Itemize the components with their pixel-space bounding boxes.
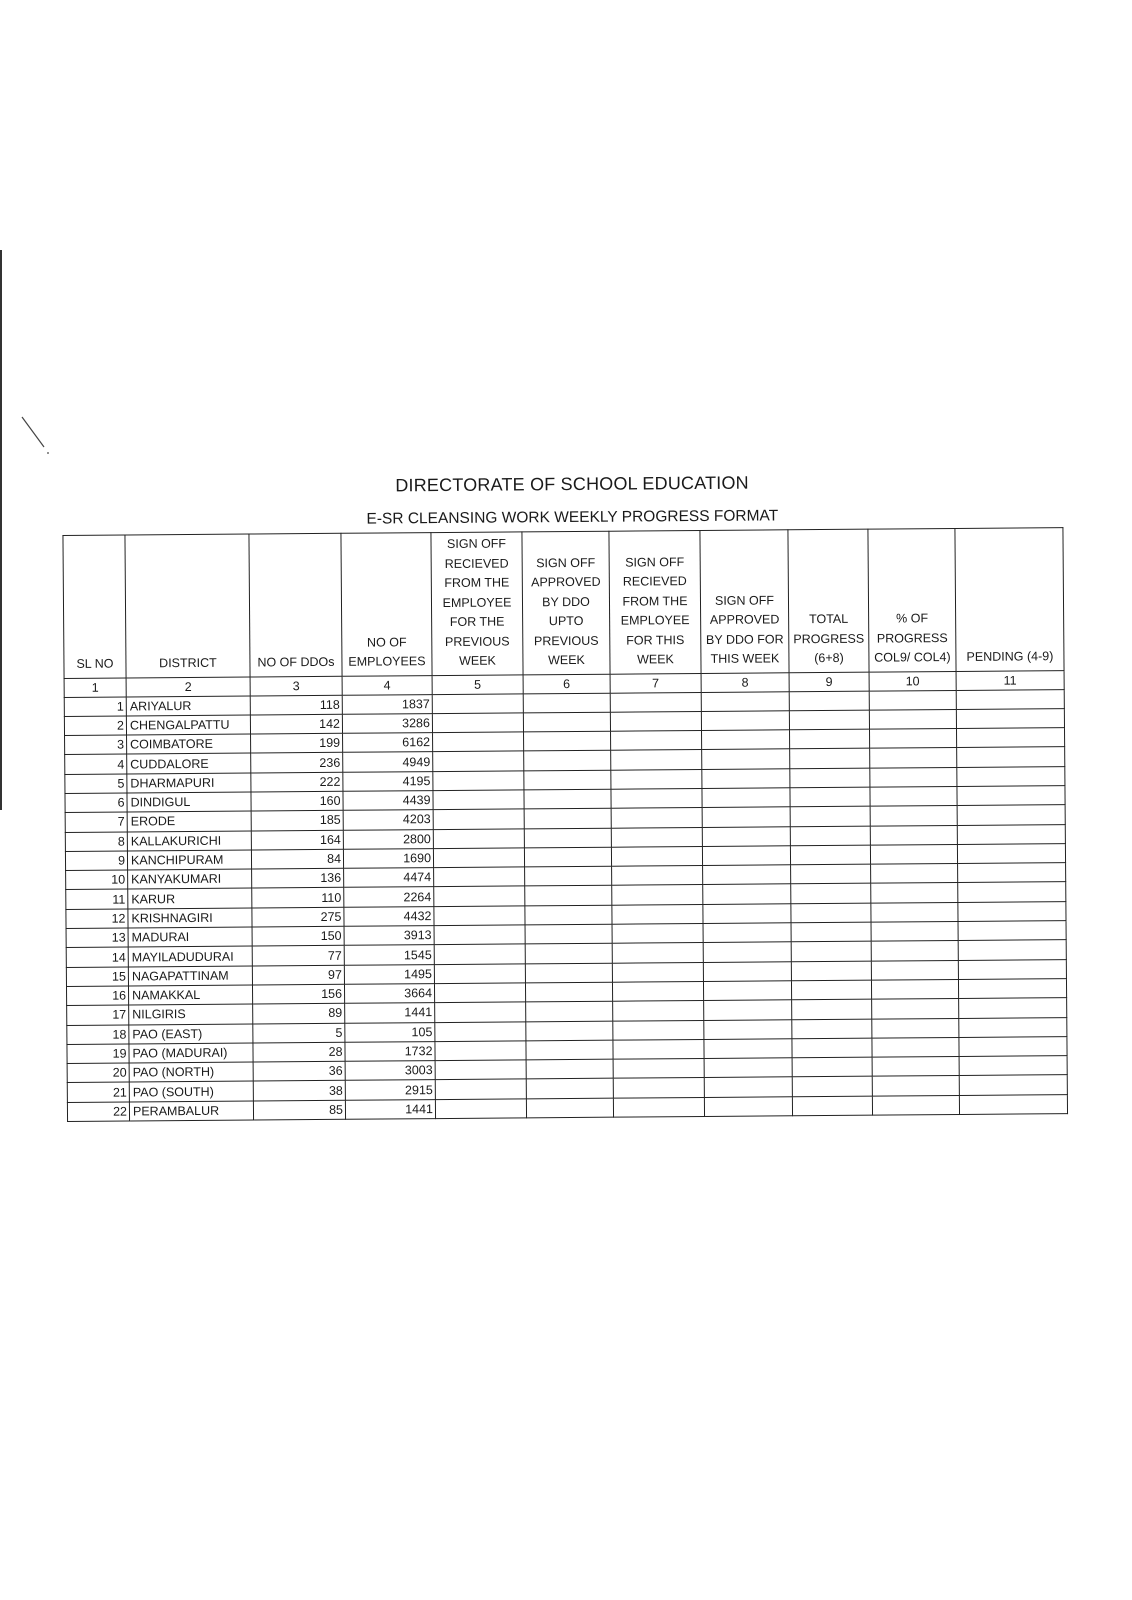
empty-cell xyxy=(957,844,1065,864)
empty-cell xyxy=(959,998,1067,1018)
empty-cell xyxy=(434,886,525,906)
empty-cell xyxy=(433,732,524,752)
empty-cell xyxy=(702,826,790,846)
column-number: 2 xyxy=(126,677,250,697)
progress-table xyxy=(62,527,1068,1122)
sl-cell: 11 xyxy=(66,889,128,909)
empty-cell xyxy=(612,981,703,1001)
empty-cell xyxy=(958,863,1066,883)
sl-cell: 20 xyxy=(67,1063,129,1083)
empty-cell xyxy=(872,1057,959,1077)
column-number: 1 xyxy=(64,678,126,697)
district-cell: DHARMAPURI xyxy=(127,773,251,793)
table-header-row xyxy=(63,528,1064,678)
empty-cell xyxy=(871,922,958,942)
empty-cell xyxy=(613,1039,704,1059)
sl-cell: 14 xyxy=(66,947,128,967)
column-number: 7 xyxy=(610,673,701,693)
empty-cell xyxy=(872,1076,959,1096)
column-number: 10 xyxy=(869,671,956,691)
district-cell: PAO (MADURAI) xyxy=(129,1043,253,1063)
sl-cell: 1 xyxy=(64,697,126,717)
empty-cell xyxy=(791,903,871,923)
empty-cell xyxy=(435,1079,526,1099)
empty-cell xyxy=(959,1036,1067,1056)
empty-cell xyxy=(612,866,703,886)
empty-cell xyxy=(872,1018,959,1038)
empty-cell xyxy=(792,999,872,1019)
sl-cell: 6 xyxy=(65,793,127,813)
empty-cell xyxy=(432,693,523,713)
empty-cell xyxy=(612,885,703,905)
empty-cell xyxy=(703,961,791,981)
empty-cell xyxy=(703,884,791,904)
document-page xyxy=(62,470,1075,1122)
empty-cell xyxy=(612,962,703,982)
district-cell: KALLAKURICHI xyxy=(127,831,251,851)
empty-cell xyxy=(790,787,870,807)
empty-cell xyxy=(526,1040,613,1060)
empty-cell xyxy=(704,1000,792,1020)
district-cell: CHENGALPATTU xyxy=(126,715,250,735)
empty-cell xyxy=(434,964,525,984)
ddos-cell: 150 xyxy=(252,926,344,946)
empty-cell xyxy=(523,712,610,732)
pen-stroke-mark xyxy=(20,415,54,457)
district-cell: MAYILADUDURAI xyxy=(128,946,252,966)
column-header: SIGN OFF RECIEVED FROM THE EMPLOYEE FOR THE PREVIOUS WEEK xyxy=(431,532,523,675)
empty-cell xyxy=(958,882,1066,902)
empty-cell xyxy=(433,848,524,868)
column-header: TOTAL PROGRESS (6+8) xyxy=(788,529,869,672)
empty-cell xyxy=(791,961,871,981)
empty-cell xyxy=(702,768,790,788)
district-cell: PAO (NORTH) xyxy=(129,1062,253,1082)
empty-cell xyxy=(704,1058,792,1078)
column-number: 9 xyxy=(789,672,869,692)
sl-cell: 17 xyxy=(67,1005,129,1025)
column-number: 4 xyxy=(342,675,432,695)
empty-cell xyxy=(958,959,1066,979)
empty-cell xyxy=(613,1020,704,1040)
ddos-cell: 89 xyxy=(253,1004,345,1024)
column-number: 6 xyxy=(523,674,610,694)
empty-cell xyxy=(525,982,612,1002)
column-header: % OF PROGRESS COL9/ COL4) xyxy=(868,528,956,671)
empty-cell xyxy=(525,963,612,983)
empty-cell xyxy=(790,806,870,826)
employees-cell: 1732 xyxy=(345,1041,435,1061)
district-cell: NILGIRIS xyxy=(129,1004,253,1024)
empty-cell xyxy=(525,886,612,906)
empty-cell xyxy=(702,846,790,866)
column-number: 11 xyxy=(956,670,1064,690)
empty-cell xyxy=(612,924,703,944)
empty-cell xyxy=(871,941,958,961)
district-cell: DINDIGUL xyxy=(127,792,251,812)
empty-cell xyxy=(433,809,524,829)
empty-cell xyxy=(792,1057,872,1077)
empty-cell xyxy=(435,1099,526,1119)
empty-cell xyxy=(523,693,610,713)
column-header: SIGN OFF RECIEVED FROM THE EMPLOYEE FOR THIS WEEK xyxy=(609,530,701,673)
employees-cell: 3003 xyxy=(345,1061,435,1081)
empty-cell xyxy=(526,1098,613,1118)
district-cell: NAMAKKAL xyxy=(128,985,252,1005)
empty-cell xyxy=(956,689,1064,709)
empty-cell xyxy=(524,789,611,809)
empty-cell xyxy=(524,751,611,771)
empty-cell xyxy=(959,1094,1067,1114)
empty-cell xyxy=(701,691,789,711)
employees-cell: 2915 xyxy=(345,1080,435,1100)
empty-cell xyxy=(870,825,957,845)
empty-cell xyxy=(613,1097,704,1117)
sl-cell: 8 xyxy=(65,832,127,852)
sl-cell: 5 xyxy=(65,774,127,794)
empty-cell xyxy=(526,1059,613,1079)
empty-cell xyxy=(704,1019,792,1039)
empty-cell xyxy=(524,828,611,848)
district-cell: PAO (EAST) xyxy=(129,1024,253,1044)
district-cell: CUDDALORE xyxy=(127,753,251,773)
ddos-cell: 84 xyxy=(251,849,343,869)
district-cell: COIMBATORE xyxy=(127,734,251,754)
empty-cell xyxy=(704,1039,792,1059)
employees-cell: 4203 xyxy=(343,810,433,830)
empty-cell xyxy=(613,1078,704,1098)
empty-cell xyxy=(792,1019,872,1039)
empty-cell xyxy=(791,884,871,904)
employees-cell: 4474 xyxy=(344,868,434,888)
sl-cell: 2 xyxy=(64,716,126,736)
district-cell: PAO (SOUTH) xyxy=(129,1081,253,1101)
empty-cell xyxy=(957,805,1065,825)
empty-cell xyxy=(791,864,871,884)
ddos-cell: 136 xyxy=(252,868,344,888)
empty-cell xyxy=(869,709,956,729)
empty-cell xyxy=(610,692,701,712)
ddos-cell: 142 xyxy=(250,714,342,734)
empty-cell xyxy=(702,807,790,827)
district-cell: ARIYALUR xyxy=(126,696,250,716)
empty-cell xyxy=(434,983,525,1003)
employees-cell: 4195 xyxy=(343,771,433,791)
empty-cell xyxy=(872,999,959,1019)
empty-cell xyxy=(435,1002,526,1022)
empty-cell xyxy=(792,1077,872,1097)
empty-cell xyxy=(958,940,1066,960)
empty-cell xyxy=(702,788,790,808)
empty-cell xyxy=(704,1097,792,1117)
district-cell: KANYAKUMARI xyxy=(128,869,252,889)
ddos-cell: 275 xyxy=(252,907,344,927)
scan-edge-line xyxy=(0,250,2,810)
ddos-cell: 164 xyxy=(251,830,343,850)
empty-cell xyxy=(526,1079,613,1099)
empty-cell xyxy=(870,786,957,806)
ddos-cell: 85 xyxy=(253,1100,345,1120)
empty-cell xyxy=(526,1021,613,1041)
empty-cell xyxy=(432,713,523,733)
ddos-cell: 110 xyxy=(252,888,344,908)
empty-cell xyxy=(958,921,1066,941)
empty-cell xyxy=(612,904,703,924)
empty-cell xyxy=(869,690,956,710)
empty-cell xyxy=(790,845,870,865)
sl-cell: 7 xyxy=(65,812,127,832)
column-header: PENDING (4-9) xyxy=(955,528,1064,671)
ddos-cell: 236 xyxy=(251,753,343,773)
empty-cell xyxy=(611,808,702,828)
empty-cell xyxy=(703,865,791,885)
empty-cell xyxy=(957,786,1065,806)
empty-cell xyxy=(792,1096,872,1116)
empty-cell xyxy=(791,922,871,942)
ddos-cell: 199 xyxy=(251,733,343,753)
empty-cell xyxy=(703,942,791,962)
empty-cell xyxy=(433,828,524,848)
empty-cell xyxy=(524,847,611,867)
empty-cell xyxy=(870,844,957,864)
district-cell: NAGAPATTINAM xyxy=(128,966,252,986)
empty-cell xyxy=(789,710,869,730)
empty-cell xyxy=(790,749,870,769)
empty-cell xyxy=(872,1037,959,1057)
empty-cell xyxy=(869,729,956,749)
employees-cell: 1495 xyxy=(344,964,434,984)
empty-cell xyxy=(790,729,870,749)
empty-cell xyxy=(871,864,958,884)
district-cell: KANCHIPURAM xyxy=(127,850,251,870)
empty-cell xyxy=(610,711,701,731)
empty-cell xyxy=(870,806,957,826)
employees-cell: 105 xyxy=(345,1022,435,1042)
table-body xyxy=(64,689,1067,1121)
column-header: NO OF EMPLOYEES xyxy=(341,533,432,676)
empty-cell xyxy=(703,904,791,924)
empty-cell xyxy=(433,751,524,771)
empty-cell xyxy=(611,846,702,866)
empty-cell xyxy=(790,826,870,846)
empty-cell xyxy=(871,902,958,922)
employees-cell: 3913 xyxy=(344,926,434,946)
empty-cell xyxy=(703,981,791,1001)
empty-cell xyxy=(957,766,1065,786)
employees-cell: 4439 xyxy=(343,791,433,811)
empty-cell xyxy=(435,1021,526,1041)
empty-cell xyxy=(525,905,612,925)
column-header: SL NO xyxy=(63,535,126,678)
empty-cell xyxy=(611,731,702,751)
empty-cell xyxy=(612,943,703,963)
ddos-cell: 97 xyxy=(252,965,344,985)
empty-cell xyxy=(701,711,789,731)
sl-cell: 21 xyxy=(67,1082,129,1102)
employees-cell: 1441 xyxy=(345,1003,435,1023)
empty-cell xyxy=(958,979,1066,999)
ddos-cell: 36 xyxy=(253,1061,345,1081)
ddos-cell: 185 xyxy=(251,811,343,831)
empty-cell xyxy=(871,883,958,903)
ddos-cell: 5 xyxy=(253,1023,345,1043)
sl-cell: 18 xyxy=(67,1025,129,1045)
sl-cell: 4 xyxy=(65,754,127,774)
empty-cell xyxy=(611,827,702,847)
empty-cell xyxy=(789,691,869,711)
employees-cell: 1441 xyxy=(345,1099,435,1119)
empty-cell xyxy=(959,1075,1067,1095)
sl-cell: 10 xyxy=(66,870,128,890)
empty-cell xyxy=(870,767,957,787)
empty-cell xyxy=(957,747,1065,767)
empty-cell xyxy=(524,808,611,828)
empty-cell xyxy=(525,944,612,964)
empty-cell xyxy=(958,901,1066,921)
empty-cell xyxy=(871,960,958,980)
ddos-cell: 222 xyxy=(251,772,343,792)
empty-cell xyxy=(434,925,525,945)
empty-cell xyxy=(702,730,790,750)
employees-cell: 4432 xyxy=(344,906,434,926)
empty-cell xyxy=(959,1017,1067,1037)
empty-cell xyxy=(791,942,871,962)
district-cell: PERAMBALUR xyxy=(129,1101,253,1121)
empty-cell xyxy=(872,1095,959,1115)
column-header: DISTRICT xyxy=(125,534,250,677)
sl-cell: 15 xyxy=(66,967,128,987)
empty-cell xyxy=(956,708,1064,728)
empty-cell xyxy=(957,824,1065,844)
employees-cell: 1545 xyxy=(344,945,434,965)
empty-cell xyxy=(792,1038,872,1058)
column-header: SIGN OFF APPROVED BY DDO UPTO PREVIOUS WEEK xyxy=(522,531,610,674)
employees-cell: 4949 xyxy=(343,752,433,772)
sl-cell: 12 xyxy=(66,909,128,929)
ddos-cell: 156 xyxy=(252,984,344,1004)
page-title: DIRECTORATE OF SCHOOL EDUCATION xyxy=(395,472,749,496)
empty-cell xyxy=(525,866,612,886)
sl-cell: 3 xyxy=(65,735,127,755)
empty-cell xyxy=(703,923,791,943)
employees-cell: 1837 xyxy=(342,694,432,714)
column-header: SIGN OFF APPROVED BY DDO FOR THIS WEEK xyxy=(700,530,789,673)
empty-cell xyxy=(704,1077,792,1097)
employees-cell: 2800 xyxy=(343,829,433,849)
empty-cell xyxy=(870,748,957,768)
column-number: 3 xyxy=(250,676,342,696)
ddos-cell: 118 xyxy=(250,695,342,715)
empty-cell xyxy=(525,924,612,944)
empty-cell xyxy=(790,768,870,788)
empty-cell xyxy=(613,1001,704,1021)
sl-cell: 19 xyxy=(67,1044,129,1064)
sl-cell: 16 xyxy=(66,986,128,1006)
empty-cell xyxy=(613,1059,704,1079)
ddos-cell: 160 xyxy=(251,791,343,811)
district-cell: MADURAI xyxy=(128,927,252,947)
ddos-cell: 77 xyxy=(252,946,344,966)
sl-cell: 22 xyxy=(67,1102,129,1122)
district-cell: ERODE xyxy=(127,811,251,831)
empty-cell xyxy=(434,867,525,887)
employees-cell: 1690 xyxy=(343,848,433,868)
district-cell: KRISHNAGIRI xyxy=(128,908,252,928)
empty-cell xyxy=(791,980,871,1000)
column-number: 8 xyxy=(701,672,789,692)
empty-cell xyxy=(611,769,702,789)
employees-cell: 3664 xyxy=(344,984,434,1004)
empty-cell xyxy=(435,1041,526,1061)
employees-cell: 6162 xyxy=(343,733,433,753)
employees-cell: 3286 xyxy=(342,713,432,733)
empty-cell xyxy=(433,790,524,810)
empty-cell xyxy=(433,771,524,791)
ddos-cell: 28 xyxy=(253,1042,345,1062)
empty-cell xyxy=(871,979,958,999)
column-number: 5 xyxy=(432,674,523,694)
sl-cell: 9 xyxy=(65,851,127,871)
empty-cell xyxy=(526,1001,613,1021)
empty-cell xyxy=(956,728,1064,748)
empty-cell xyxy=(524,770,611,790)
empty-cell xyxy=(434,906,525,926)
empty-cell xyxy=(702,749,790,769)
ddos-cell: 38 xyxy=(253,1081,345,1101)
district-cell: KARUR xyxy=(128,888,252,908)
page-subtitle: E-SR CLEANSING WORK WEEKLY PROGRESS FORMAT xyxy=(366,507,779,528)
employees-cell: 2264 xyxy=(344,887,434,907)
empty-cell xyxy=(435,1060,526,1080)
column-header: NO OF DDOs xyxy=(249,533,342,676)
empty-cell xyxy=(524,731,611,751)
sl-cell: 13 xyxy=(66,928,128,948)
empty-cell xyxy=(434,944,525,964)
empty-cell xyxy=(611,788,702,808)
empty-cell xyxy=(611,750,702,770)
empty-cell xyxy=(959,1056,1067,1076)
